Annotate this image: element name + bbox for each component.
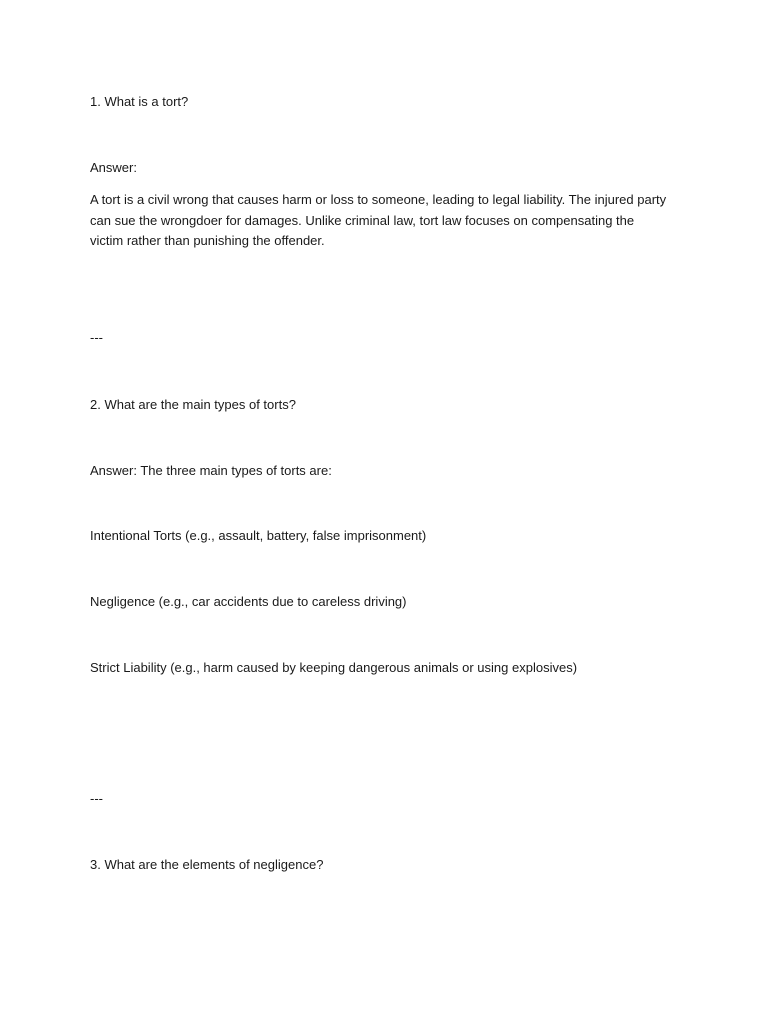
tort-type-item: Negligence (e.g., car accidents due to careless driving) (90, 594, 407, 609)
tort-type-item: Strict Liability (e.g., harm caused by keeping dangerous animals or using explosives) (90, 660, 578, 675)
tort-type-item: Intentional Torts (e.g., assault, battery, false imprisonment) (90, 528, 427, 543)
separator-1: --- (90, 330, 103, 345)
question-3: 3. What are the elements of negligence? (90, 857, 324, 872)
answer-1-label: Answer: (90, 160, 137, 175)
separator-2: --- (90, 791, 103, 806)
answer-1-text: A tort is a civil wrong that causes harm or loss to someone, leading to legal liability. The injured party can sue the wrongdoer for damages. Unlike criminal law, tort law focuses on compensating the victim rather than punishing the offender. (90, 192, 667, 248)
question-2: 2. What are the main types of torts? (90, 397, 296, 412)
answer-2-intro: Answer: The three main types of torts are: (90, 463, 332, 478)
question-1: 1. What is a tort? (90, 94, 189, 109)
